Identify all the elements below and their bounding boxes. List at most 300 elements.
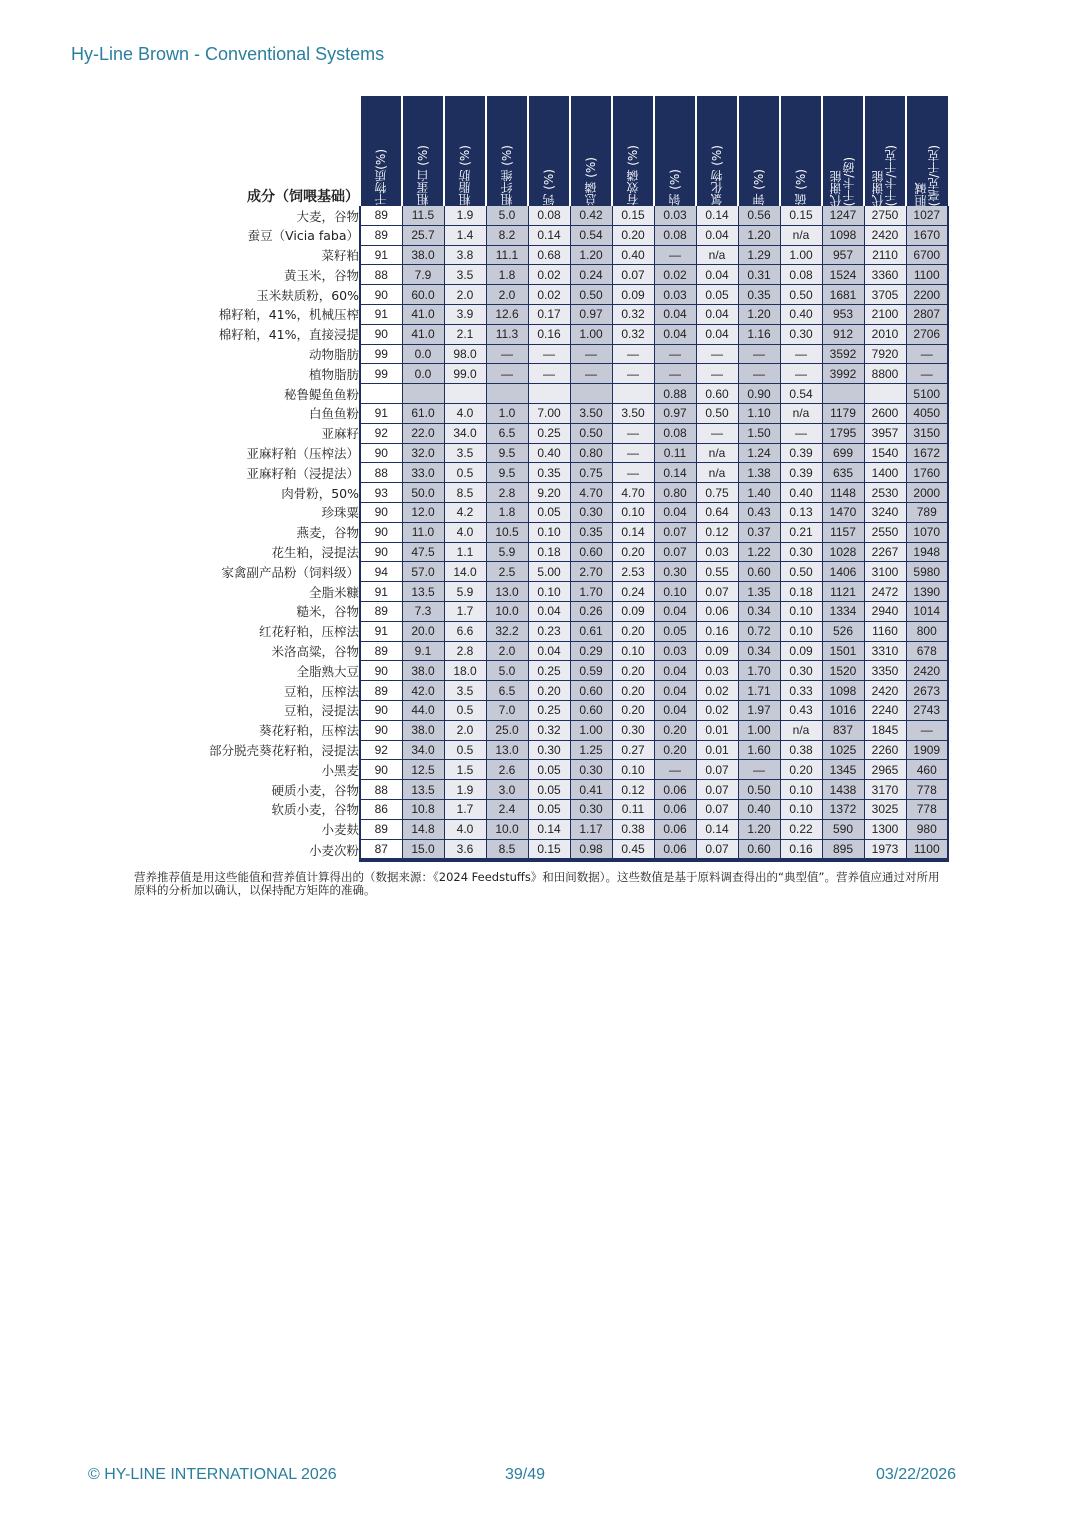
table-cell: 3240 [864,502,906,522]
table-cell: 0.41 [570,780,612,800]
table-cell: 0.14 [528,819,570,839]
table-cell: 3.9 [444,304,486,324]
table-cell: 92 [360,423,402,443]
table-cell: 60.0 [402,285,444,305]
table-cell: 0.21 [780,522,822,542]
table-cell: 0.24 [612,582,654,602]
table-cell: — [906,364,948,384]
table-cell [444,384,486,404]
table-cell: — [612,423,654,443]
table-cell: 0.98 [570,839,612,860]
table-cell: 14.8 [402,819,444,839]
table-cell: 4.70 [612,483,654,503]
table-cell: 88 [360,780,402,800]
table-cell: 0.20 [612,700,654,720]
table-cell: 4.70 [570,483,612,503]
table-cell: — [906,720,948,740]
table-cell: — [654,344,696,364]
column-header [528,96,570,206]
table-cell: 2743 [906,700,948,720]
table-cell: 1.50 [738,423,780,443]
table-cell: 2.0 [486,285,528,305]
table-cell: 3992 [822,364,864,384]
table-cell: 0.02 [528,265,570,285]
table-cell: 7.00 [528,403,570,423]
table-cell: 25.7 [402,225,444,245]
table-cell: — [486,344,528,364]
table-cell: 0.01 [696,740,738,760]
table-cell: 0.30 [528,740,570,760]
table-cell: 3.0 [486,780,528,800]
table-cell: 91 [360,245,402,265]
table-cell: — [612,344,654,364]
table-cell: 86 [360,799,402,819]
table-cell: 0.02 [528,285,570,305]
table-cell: 0.11 [654,443,696,463]
table-cell: 0.60 [570,700,612,720]
table-cell: 1300 [864,819,906,839]
ingredient-name: 米洛高粱，谷物 [134,641,360,661]
table-cell: 0.88 [654,384,696,404]
table-cell: 2940 [864,601,906,621]
table-cell: 0.07 [696,839,738,860]
table-cell: 778 [906,780,948,800]
table-row [134,760,948,780]
table-cell: 1.7 [444,799,486,819]
table-cell: 0.90 [738,384,780,404]
table-cell: — [738,364,780,384]
table-cell: 1025 [822,740,864,760]
table-cell: 0.06 [654,839,696,860]
table-cell: 0.04 [696,304,738,324]
table-cell: 0.04 [654,304,696,324]
table-cell: 0.60 [738,839,780,860]
table-cell: 0.10 [780,799,822,819]
table-cell: — [612,463,654,483]
table-cell: 0.40 [780,304,822,324]
table-cell: 91 [360,582,402,602]
table-cell: 0.10 [528,582,570,602]
table-cell: 10.0 [486,601,528,621]
table-cell: 2.4 [486,799,528,819]
table-cell: 3.5 [444,265,486,285]
table-cell: 1.70 [738,661,780,681]
table-cell: 50.0 [402,483,444,503]
ingredient-name: 亚麻籽粕（压榨法） [134,443,360,463]
table-body [134,206,948,860]
table-cell: 0.61 [570,621,612,641]
table-cell: 88 [360,463,402,483]
table-row [134,700,948,720]
column-header [612,96,654,206]
table-cell: 1909 [906,740,948,760]
table-cell [612,384,654,404]
ingredient-name: 豆粕，浸提法 [134,700,360,720]
table-cell: 14.0 [444,562,486,582]
table-cell: 0.14 [654,463,696,483]
table-cell: 1.20 [570,245,612,265]
table-cell: 91 [360,621,402,641]
table-cell: 1.25 [570,740,612,760]
table-cell: 13.5 [402,582,444,602]
table-cell: 0.37 [738,522,780,542]
table-cell [570,384,612,404]
table-cell: 13.0 [486,582,528,602]
table-cell: 2706 [906,324,948,344]
table-cell: — [570,364,612,384]
table-cell: 98.0 [444,344,486,364]
table-cell: 2.53 [612,562,654,582]
table-cell: n/a [780,403,822,423]
table-cell: 1.9 [444,780,486,800]
table-cell: 2.0 [486,641,528,661]
table-cell: 980 [906,819,948,839]
table-cell: 3957 [864,423,906,443]
table-cell: 32.2 [486,621,528,641]
table-cell: — [654,364,696,384]
table-cell: 1438 [822,780,864,800]
ingredient-name: 菜籽粕 [134,245,360,265]
table-row [134,324,948,344]
table-cell: 2.8 [486,483,528,503]
table-cell [486,384,528,404]
table-cell: — [780,364,822,384]
table-cell: 0.31 [738,265,780,285]
table-cell: 33.0 [402,463,444,483]
table-cell: n/a [696,245,738,265]
table-cell: 1.70 [570,582,612,602]
table-row [134,839,948,860]
table-cell: 0.75 [696,483,738,503]
table-cell: 6.6 [444,621,486,641]
ingredient-name: 珍珠粟 [134,502,360,522]
column-header [360,96,402,206]
table-cell: 0.30 [570,799,612,819]
table-cell: 1100 [906,265,948,285]
table-cell: — [612,364,654,384]
table-cell: 4.2 [444,502,486,522]
table-cell: 0.12 [696,522,738,542]
table-cell: 0.42 [570,206,612,225]
table-cell: 1.40 [738,483,780,503]
table-cell: 0.25 [528,700,570,720]
column-header-label: 钙 (%) [541,169,556,206]
table-cell: 1.00 [738,720,780,740]
table-cell: 0.34 [738,641,780,661]
table-cell: 0.09 [696,641,738,661]
table-cell: 0.14 [528,225,570,245]
table-cell: 89 [360,819,402,839]
table-row [134,661,948,681]
table-cell: 0.10 [612,502,654,522]
ingredient-name: 亚麻籽粕（浸提法） [134,463,360,483]
table-cell: 0.64 [696,502,738,522]
table-row [134,206,948,225]
table-cell: 0.30 [612,720,654,740]
table-cell: 0.0 [402,344,444,364]
table-cell: 15.0 [402,839,444,860]
table-cell: 0.02 [696,681,738,701]
table-cell: 2420 [864,681,906,701]
table-cell: 1.20 [738,225,780,245]
table-row [134,799,948,819]
ingredient-name: 全脂熟大豆 [134,661,360,681]
table-cell: 90 [360,700,402,720]
table-cell: 2000 [906,483,948,503]
table-cell: 0.06 [654,819,696,839]
table-cell: 34.0 [444,423,486,443]
table-cell: 1014 [906,601,948,621]
table-cell: 0.22 [780,819,822,839]
table-cell: — [654,245,696,265]
table-row [134,819,948,839]
table-cell: 2110 [864,245,906,265]
table-cell: 8800 [864,364,906,384]
table-cell: 0.15 [780,206,822,225]
table-cell: 2260 [864,740,906,760]
table-cell: 0.10 [780,780,822,800]
ingredient-name: 小黑麦 [134,760,360,780]
table-cell: 3360 [864,265,906,285]
table-cell: 0.5 [444,700,486,720]
table-cell: 38.0 [402,720,444,740]
table-cell: 0.10 [528,522,570,542]
table-cell: 0.60 [696,384,738,404]
table-row [134,641,948,661]
table-cell [528,384,570,404]
ingredient-name: 黄玉米，谷物 [134,265,360,285]
table-cell: 0.80 [570,443,612,463]
table-cell: 0.5 [444,740,486,760]
table-cell: 2267 [864,542,906,562]
table-cell: 957 [822,245,864,265]
table-row [134,562,948,582]
ingredient-name: 软质小麦，谷物 [134,799,360,819]
table-cell: 3.8 [444,245,486,265]
table-cell: 2530 [864,483,906,503]
table-cell: 0.24 [570,265,612,285]
table-cell: 1.97 [738,700,780,720]
table-cell: 0.08 [654,225,696,245]
table-cell: 2200 [906,285,948,305]
table-cell: 0.16 [528,324,570,344]
table-cell: 0.38 [780,740,822,760]
table-cell: 0.97 [654,403,696,423]
table-cell: 0.04 [696,225,738,245]
column-header-label: 代谢能 (千卡/千克) [871,144,898,206]
table-cell: 7.0 [486,700,528,720]
table-cell: 10.8 [402,799,444,819]
table-cell: 3150 [906,423,948,443]
table-cell: 9.1 [402,641,444,661]
table-cell: 0.20 [612,225,654,245]
table-cell: 38.0 [402,245,444,265]
table-cell: 13.0 [486,740,528,760]
table-cell: 0.14 [696,819,738,839]
table-cell: 0.01 [696,720,738,740]
table-cell: 0.03 [696,542,738,562]
column-header [402,96,444,206]
table-cell: 4050 [906,403,948,423]
table-cell: 1334 [822,601,864,621]
column-header [906,96,948,206]
table-cell: 2.0 [444,720,486,740]
table-cell: 22.0 [402,423,444,443]
table-cell: 1027 [906,206,948,225]
table-cell: 0.10 [780,621,822,641]
table-cell: 0.05 [528,799,570,819]
table-cell: 1672 [906,443,948,463]
table-cell: 2420 [864,225,906,245]
column-header-label: 粗蛋白 (%) [415,145,430,206]
table-cell: 2807 [906,304,948,324]
table-cell [402,384,444,404]
ingredient-name: 燕麦，谷物 [134,522,360,542]
table-cell: 5980 [906,562,948,582]
ingredient-name: 棉籽粕，41%，直接浸提 [134,324,360,344]
table-cell: — [738,760,780,780]
table-cell: 0.30 [780,542,822,562]
table-cell: 953 [822,304,864,324]
column-header-label: 总磷 (%) [583,157,598,206]
column-header-label: 钠 (%) [667,169,682,206]
table-row [134,621,948,641]
table-cell: 0.18 [528,542,570,562]
table-cell: n/a [780,225,822,245]
table-cell: 0.20 [780,760,822,780]
table-cell: 2.70 [570,562,612,582]
table-cell: 1.71 [738,681,780,701]
table-cell: 0.04 [696,265,738,285]
table-cell: 3.50 [570,403,612,423]
table-cell: 5.0 [486,206,528,225]
table-cell: 9.20 [528,483,570,503]
table-cell: 0.04 [654,700,696,720]
table-cell: 11.0 [402,522,444,542]
table-cell: 526 [822,621,864,641]
table-cell: n/a [696,443,738,463]
ingredient-name: 动物脂肪 [134,344,360,364]
table-cell: 0.06 [654,780,696,800]
table-row [134,502,948,522]
ingredient-name: 亚麻籽 [134,423,360,443]
table-cell: 2.1 [444,324,486,344]
table-cell: 0.23 [528,621,570,641]
table-cell: 0.03 [654,641,696,661]
table-cell: 0.20 [654,740,696,760]
table-cell: 1247 [822,206,864,225]
table-cell: 0.10 [654,582,696,602]
table-cell: 9.5 [486,443,528,463]
column-header-label: 胆碱 (毫克/千克) [913,144,941,206]
ingredient-name: 家禽副产品粉（饲料级） [134,562,360,582]
table-cell: 0.60 [570,681,612,701]
table-cell: 32.0 [402,443,444,463]
column-header-label: 代谢能 (千卡/磅) [829,156,856,206]
table-cell: 635 [822,463,864,483]
table-cell: 6.5 [486,681,528,701]
table-row [134,463,948,483]
table-cell: 1845 [864,720,906,740]
table-cell: 0.30 [570,502,612,522]
table-cell: 3.5 [444,443,486,463]
column-header [822,96,864,206]
table-cell: 0.12 [612,780,654,800]
table-cell: 91 [360,304,402,324]
table-cell: 0.03 [654,285,696,305]
table-cell: 0.08 [528,206,570,225]
column-header-label: 硫 (%) [793,169,808,206]
table-row [134,423,948,443]
table-cell: 5100 [906,384,948,404]
table-cell: 2600 [864,403,906,423]
table-cell: 0.40 [738,799,780,819]
ingredient-name: 糙米，谷物 [134,601,360,621]
table-cell [360,384,402,404]
table-cell: 0.11 [612,799,654,819]
table-cell: 2100 [864,304,906,324]
table-cell: 88 [360,265,402,285]
table-cell: 3100 [864,562,906,582]
table-cell: 0.04 [528,601,570,621]
table-cell: 18.0 [444,661,486,681]
table-cell: 13.5 [402,780,444,800]
table-cell: 0.56 [738,206,780,225]
table-cell: 3592 [822,344,864,364]
table-cell: 20.0 [402,621,444,641]
table-cell: 0.05 [528,760,570,780]
table-cell: 1345 [822,760,864,780]
table-cell: — [486,364,528,384]
table-cell: 1.17 [570,819,612,839]
table-cell: 0.07 [612,265,654,285]
table-cell: 0.07 [696,780,738,800]
table-cell: — [696,364,738,384]
table-cell: 1540 [864,443,906,463]
ingredient-name: 肉骨粉，50% [134,483,360,503]
table-cell: 0.10 [612,760,654,780]
table-cell: 5.00 [528,562,570,582]
column-header-label: 氯化物 (%) [709,145,724,206]
table-cell: 1.9 [444,206,486,225]
table-cell: 0.50 [570,423,612,443]
table-cell: 0.50 [780,285,822,305]
table-cell: 0.13 [780,502,822,522]
ingredient-name: 部分脱壳葵花籽粕，浸提法 [134,740,360,760]
table-cell: 87 [360,839,402,860]
table-cell: 837 [822,720,864,740]
table-cell: 90 [360,502,402,522]
table-cell: 0.04 [654,324,696,344]
table-cell: 0.32 [612,304,654,324]
table-cell: 0.30 [780,661,822,681]
table-cell: 7.9 [402,265,444,285]
table-cell: 0.50 [738,780,780,800]
table-cell: 1121 [822,582,864,602]
table-cell: 0.40 [780,483,822,503]
table-row [134,601,948,621]
table-cell: 590 [822,819,864,839]
table-row [134,522,948,542]
table-cell: 0.09 [612,285,654,305]
table-cell: 1157 [822,522,864,542]
table-cell: 90 [360,661,402,681]
table-cell: 0.04 [528,641,570,661]
table-row [134,304,948,324]
table-cell: 0.18 [780,582,822,602]
table-cell: 0.08 [780,265,822,285]
table-cell: 90 [360,542,402,562]
